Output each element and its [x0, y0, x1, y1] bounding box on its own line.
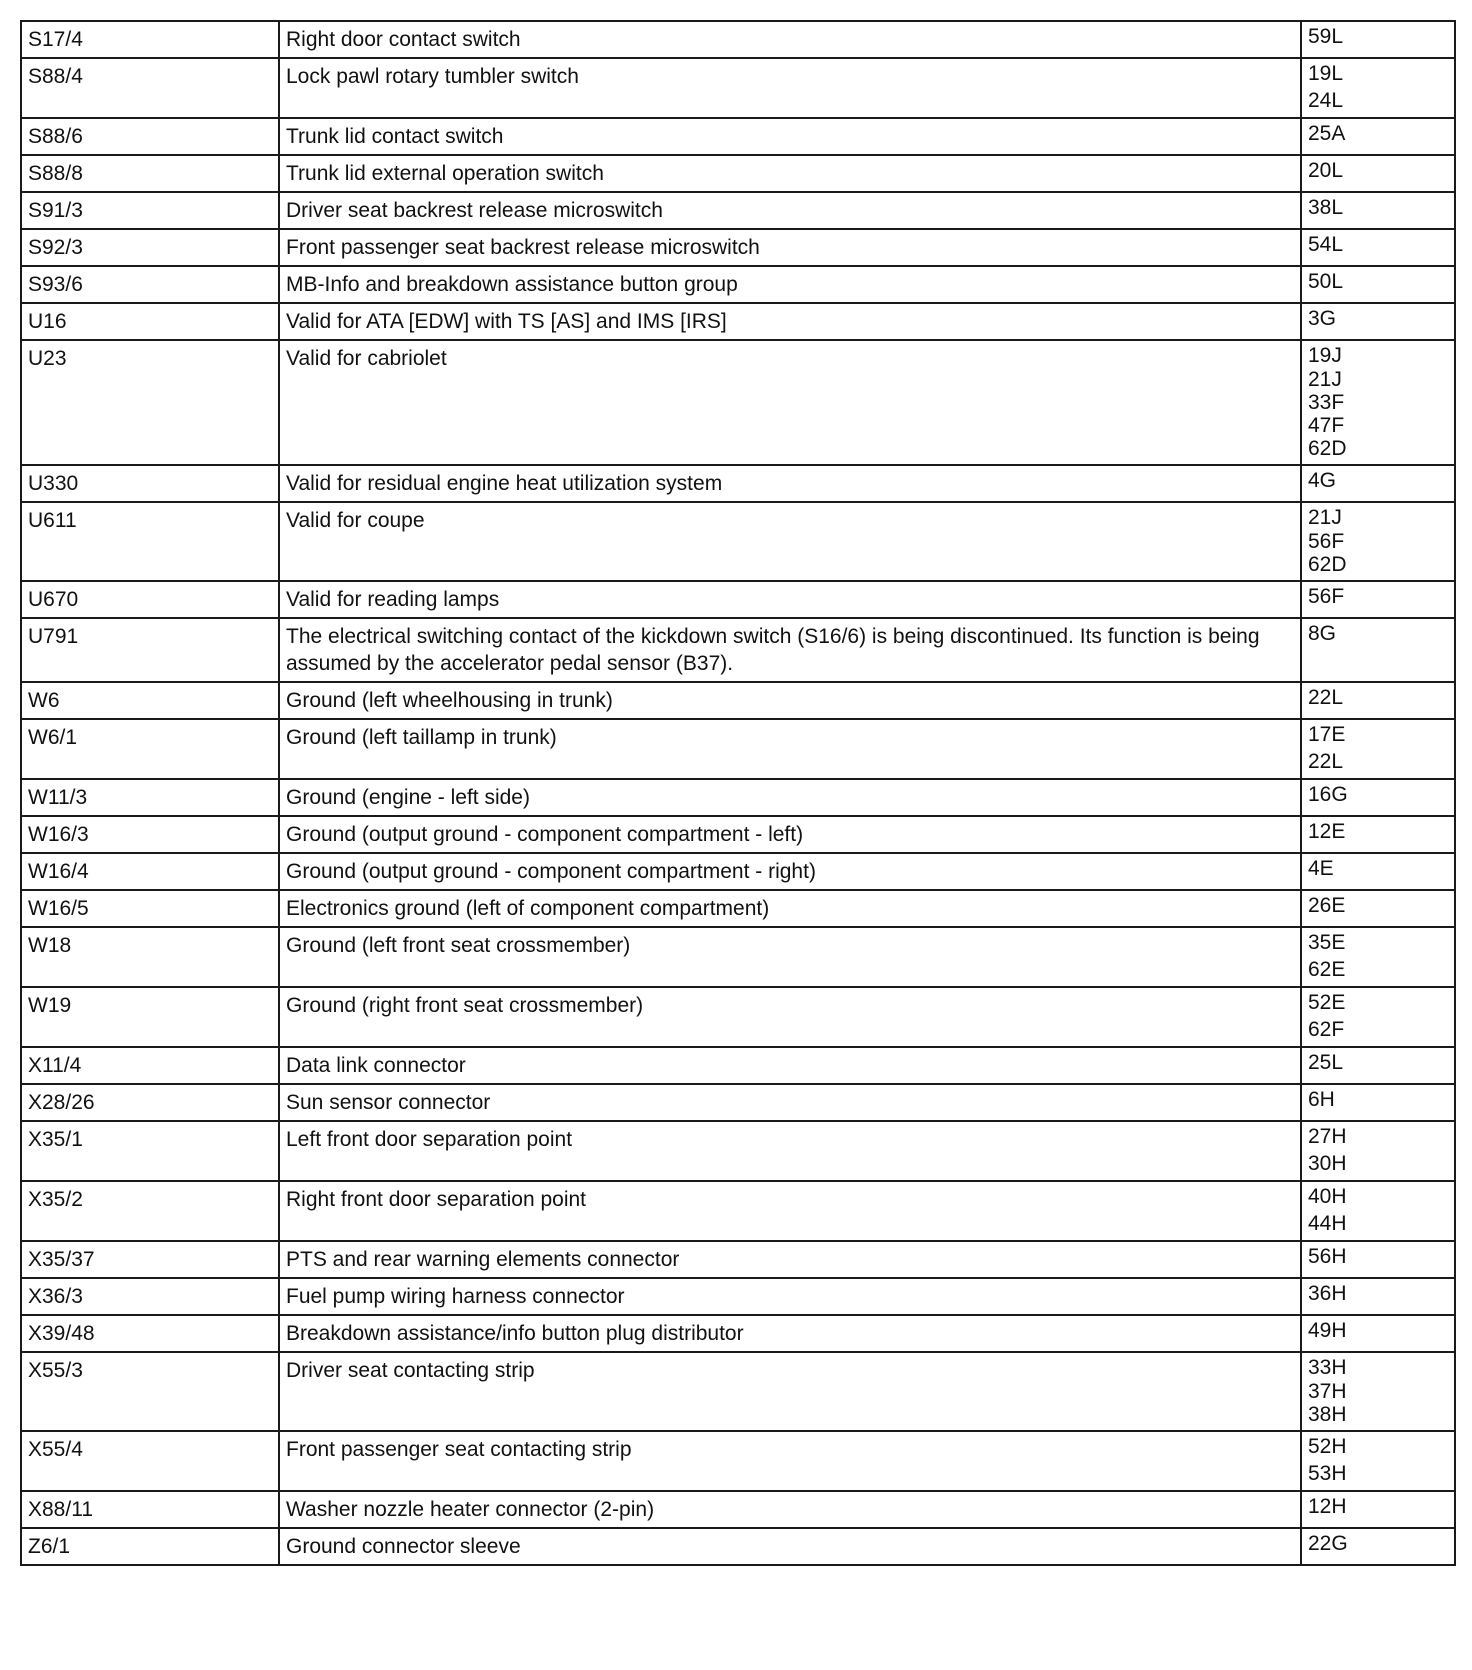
component-code: U23	[21, 340, 279, 465]
table-row	[21, 682, 1455, 719]
component-code: S88/6	[21, 118, 279, 155]
table-row	[21, 229, 1455, 266]
grid-reference: 6H	[1308, 1088, 1335, 1111]
grid-reference: 56F	[1308, 585, 1345, 608]
grid-reference-cell	[1301, 340, 1455, 465]
table-row	[21, 58, 1455, 118]
grid-reference-cell	[1301, 465, 1455, 502]
table-row	[21, 502, 1455, 581]
component-description: Ground (left wheelhousing in trunk)	[279, 682, 1301, 719]
component-description: Data link connector	[279, 1047, 1301, 1084]
component-description: Left front door separation point	[279, 1121, 1301, 1181]
grid-reference: 62D	[1308, 437, 1347, 460]
grid-reference: 4G	[1308, 469, 1337, 492]
table-row	[21, 340, 1455, 465]
grid-reference: 25A	[1308, 122, 1346, 145]
component-description: The electrical switching contact of the kickdown switch (S16/6) is being discontinued. Its function is being assumed by the accelerator pedal sensor (B37).	[279, 618, 1301, 682]
component-description: Breakdown assistance/info button plug distributor	[279, 1315, 1301, 1352]
component-code: W18	[21, 927, 279, 987]
grid-reference: 54L	[1308, 233, 1344, 256]
grid-reference: 56H	[1308, 1245, 1347, 1268]
component-code: W16/5	[21, 890, 279, 927]
table-row	[21, 465, 1455, 502]
component-description: Lock pawl rotary tumbler switch	[279, 58, 1301, 118]
table-row	[21, 192, 1455, 229]
component-code: X88/11	[21, 1491, 279, 1528]
grid-reference-cell	[1301, 502, 1455, 581]
grid-reference: 37H	[1308, 1380, 1347, 1403]
component-description: Valid for ATA [EDW] with TS [AS] and IMS [IRS]	[279, 303, 1301, 340]
grid-reference: 62F	[1308, 1018, 1345, 1041]
grid-reference: 22L	[1308, 686, 1344, 709]
grid-reference: 4E	[1308, 857, 1334, 880]
component-code: X35/37	[21, 1241, 279, 1278]
grid-reference-cell	[1301, 618, 1455, 682]
component-code: W6	[21, 682, 279, 719]
grid-reference: 36H	[1308, 1282, 1347, 1305]
grid-reference-cell	[1301, 58, 1455, 118]
grid-reference: 56F	[1308, 530, 1345, 553]
grid-reference-cell	[1301, 1491, 1455, 1528]
component-description: Valid for coupe	[279, 502, 1301, 581]
grid-reference: 21J	[1308, 506, 1342, 529]
grid-reference-cell	[1301, 853, 1455, 890]
grid-reference: 38H	[1308, 1403, 1347, 1426]
component-description: Driver seat contacting strip	[279, 1352, 1301, 1431]
component-description: Ground (left front seat crossmember)	[279, 927, 1301, 987]
table-row	[21, 118, 1455, 155]
component-description: Ground (left taillamp in trunk)	[279, 719, 1301, 779]
component-description: Fuel pump wiring harness connector	[279, 1278, 1301, 1315]
component-code: W6/1	[21, 719, 279, 779]
component-description: Trunk lid contact switch	[279, 118, 1301, 155]
grid-reference-cell	[1301, 303, 1455, 340]
table-row	[21, 1181, 1455, 1241]
grid-reference: 8G	[1308, 622, 1337, 645]
component-location-table	[20, 20, 1456, 1566]
grid-reference: 19J	[1308, 344, 1342, 367]
grid-reference-cell	[1301, 229, 1455, 266]
grid-reference: 27H	[1308, 1125, 1347, 1148]
component-code: W16/4	[21, 853, 279, 890]
grid-reference-cell	[1301, 1278, 1455, 1315]
grid-reference: 16G	[1308, 783, 1348, 806]
table-row	[21, 1121, 1455, 1181]
component-description: Ground (engine - left side)	[279, 779, 1301, 816]
component-code: U611	[21, 502, 279, 581]
component-code: X36/3	[21, 1278, 279, 1315]
component-code: W19	[21, 987, 279, 1047]
component-code: U330	[21, 465, 279, 502]
grid-reference: 40H	[1308, 1185, 1347, 1208]
grid-reference-cell	[1301, 118, 1455, 155]
table-row	[21, 1352, 1455, 1431]
grid-reference-cell	[1301, 682, 1455, 719]
component-description: Ground connector sleeve	[279, 1528, 1301, 1565]
component-description: Valid for cabriolet	[279, 340, 1301, 465]
component-code: Z6/1	[21, 1528, 279, 1565]
grid-reference: 12E	[1308, 820, 1346, 843]
component-description: Front passenger seat contacting strip	[279, 1431, 1301, 1491]
component-code: X55/3	[21, 1352, 279, 1431]
grid-reference: 12H	[1308, 1495, 1347, 1518]
grid-reference-cell	[1301, 1181, 1455, 1241]
table-row	[21, 1047, 1455, 1084]
grid-reference: 62D	[1308, 553, 1347, 576]
table-body	[21, 21, 1455, 1565]
grid-reference: 20L	[1308, 159, 1344, 182]
component-description: Valid for reading lamps	[279, 581, 1301, 618]
table-row	[21, 1315, 1455, 1352]
table-row	[21, 1528, 1455, 1565]
table-row	[21, 816, 1455, 853]
grid-reference-cell	[1301, 1352, 1455, 1431]
component-code: S88/8	[21, 155, 279, 192]
component-code: S91/3	[21, 192, 279, 229]
component-description: MB-Info and breakdown assistance button group	[279, 266, 1301, 303]
grid-reference: 30H	[1308, 1152, 1347, 1175]
grid-reference: 17E	[1308, 723, 1346, 746]
grid-reference: 62E	[1308, 958, 1346, 981]
table-row	[21, 987, 1455, 1047]
grid-reference: 52E	[1308, 991, 1346, 1014]
table-row	[21, 581, 1455, 618]
grid-reference-cell	[1301, 581, 1455, 618]
table-row	[21, 1491, 1455, 1528]
component-description: Ground (right front seat crossmember)	[279, 987, 1301, 1047]
grid-reference-cell	[1301, 266, 1455, 303]
grid-reference-cell	[1301, 779, 1455, 816]
grid-reference-cell	[1301, 1121, 1455, 1181]
grid-reference-cell	[1301, 816, 1455, 853]
component-code: X35/1	[21, 1121, 279, 1181]
component-code: U791	[21, 618, 279, 682]
grid-reference-cell	[1301, 1084, 1455, 1121]
table-row	[21, 618, 1455, 682]
table-row	[21, 927, 1455, 987]
component-description: Ground (output ground - component compartment - right)	[279, 853, 1301, 890]
grid-reference: 33H	[1308, 1356, 1347, 1379]
component-description: Sun sensor connector	[279, 1084, 1301, 1121]
grid-reference-cell	[1301, 719, 1455, 779]
grid-reference-cell	[1301, 890, 1455, 927]
component-description: Front passenger seat backrest release microswitch	[279, 229, 1301, 266]
component-description: Trunk lid external operation switch	[279, 155, 1301, 192]
table-row	[21, 779, 1455, 816]
table-row	[21, 21, 1455, 58]
component-code: X55/4	[21, 1431, 279, 1491]
grid-reference-cell	[1301, 987, 1455, 1047]
grid-reference: 49H	[1308, 1319, 1347, 1342]
grid-reference-cell	[1301, 927, 1455, 987]
grid-reference: 59L	[1308, 25, 1344, 48]
component-description: Right front door separation point	[279, 1181, 1301, 1241]
component-code: U670	[21, 581, 279, 618]
grid-reference: 22G	[1308, 1532, 1348, 1555]
grid-reference-cell	[1301, 1241, 1455, 1278]
table-row	[21, 266, 1455, 303]
component-description: Right door contact switch	[279, 21, 1301, 58]
component-code: S88/4	[21, 58, 279, 118]
grid-reference: 35E	[1308, 931, 1346, 954]
component-description: Valid for residual engine heat utilization system	[279, 465, 1301, 502]
grid-reference: 44H	[1308, 1212, 1347, 1235]
grid-reference: 53H	[1308, 1462, 1347, 1485]
grid-reference: 26E	[1308, 894, 1346, 917]
component-code: S92/3	[21, 229, 279, 266]
component-code: X39/48	[21, 1315, 279, 1352]
component-description: Electronics ground (left of component compartment)	[279, 890, 1301, 927]
component-code: X28/26	[21, 1084, 279, 1121]
component-code: X35/2	[21, 1181, 279, 1241]
grid-reference-cell	[1301, 1431, 1455, 1491]
component-code: S93/6	[21, 266, 279, 303]
grid-reference-cell	[1301, 21, 1455, 58]
grid-reference: 50L	[1308, 270, 1344, 293]
component-code: W11/3	[21, 779, 279, 816]
table-row	[21, 1431, 1455, 1491]
grid-reference-cell	[1301, 1315, 1455, 1352]
table-row	[21, 1278, 1455, 1315]
component-description: Washer nozzle heater connector (2-pin)	[279, 1491, 1301, 1528]
grid-reference-cell	[1301, 192, 1455, 229]
grid-reference: 24L	[1308, 89, 1344, 112]
table-row	[21, 719, 1455, 779]
grid-reference: 47F	[1308, 414, 1345, 437]
grid-reference-cell	[1301, 1047, 1455, 1084]
table-row	[21, 853, 1455, 890]
grid-reference-cell	[1301, 155, 1455, 192]
component-code: X11/4	[21, 1047, 279, 1084]
grid-reference: 52H	[1308, 1435, 1347, 1458]
grid-reference: 3G	[1308, 307, 1337, 330]
grid-reference: 19L	[1308, 62, 1344, 85]
table-row	[21, 155, 1455, 192]
component-code: U16	[21, 303, 279, 340]
component-description: Driver seat backrest release microswitch	[279, 192, 1301, 229]
grid-reference: 22L	[1308, 750, 1344, 773]
grid-reference: 38L	[1308, 196, 1344, 219]
table-row	[21, 1241, 1455, 1278]
component-code: W16/3	[21, 816, 279, 853]
table-row	[21, 890, 1455, 927]
grid-reference: 33F	[1308, 391, 1345, 414]
grid-reference-cell	[1301, 1528, 1455, 1565]
component-code: S17/4	[21, 21, 279, 58]
component-description: PTS and rear warning elements connector	[279, 1241, 1301, 1278]
grid-reference: 21J	[1308, 368, 1342, 391]
table-row	[21, 1084, 1455, 1121]
table-row	[21, 303, 1455, 340]
component-description: Ground (output ground - component compartment - left)	[279, 816, 1301, 853]
grid-reference: 25L	[1308, 1051, 1344, 1074]
